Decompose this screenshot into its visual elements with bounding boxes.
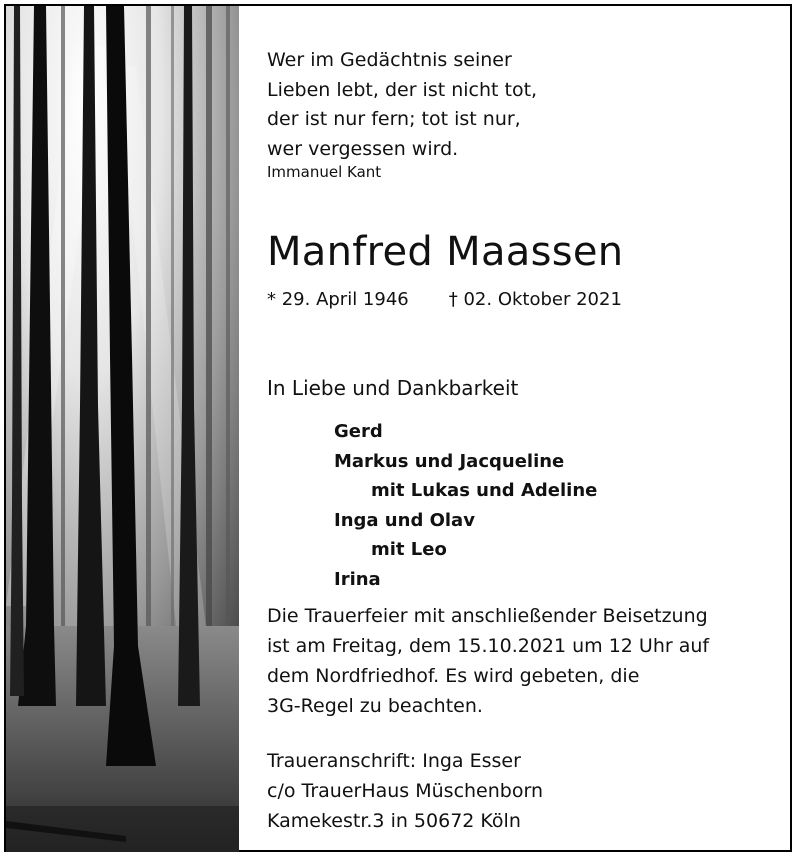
family-list	[334, 417, 597, 594]
ceremony-line: Die Trauerfeier mit anschließender Beisetzung	[267, 605, 708, 627]
forest-photo	[6, 6, 239, 852]
quote-line: der ist nur fern; tot ist nur,	[267, 108, 521, 130]
ceremony-line: dem Nordfriedhof. Es wird gebeten, die	[267, 665, 640, 687]
deceased-name: Manfred Maassen	[267, 229, 624, 275]
quote	[267, 46, 767, 164]
quote-author: Immanuel Kant	[267, 163, 382, 181]
death-date: † 02. Oktober 2021	[448, 289, 622, 310]
birth-date: * 29. April 1946	[267, 289, 409, 310]
quote-line: Lieben lebt, der ist nicht tot,	[267, 78, 538, 101]
ceremony-line: ist am Freitag, dem 15.10.2021 um 12 Uhr auf	[267, 635, 710, 657]
ceremony-line: 3G-Regel zu beachten.	[267, 695, 483, 717]
mourning-address	[267, 746, 787, 836]
family-member: mit Leo	[371, 539, 447, 560]
family-member: Gerd	[334, 421, 383, 442]
dedication: In Liebe und Dankbarkeit	[267, 376, 519, 400]
family-member: Irina	[334, 568, 381, 590]
address-line: c/o TrauerHaus Müschenborn	[267, 780, 543, 802]
family-member: Markus und Jacqueline	[334, 450, 565, 472]
ceremony-info	[267, 601, 787, 721]
address-line: Kamekestr.3 in 50672 Köln	[267, 810, 521, 832]
family-member: Inga und Olav	[334, 509, 475, 531]
quote-line: Wer im Gedächtnis seiner	[267, 49, 512, 71]
life-dates	[267, 289, 622, 310]
family-member: mit Lukas und Adeline	[371, 480, 598, 501]
quote-line: wer vergessen wird.	[267, 137, 459, 160]
address-line: Traueranschrift: Inga Esser	[267, 750, 521, 772]
